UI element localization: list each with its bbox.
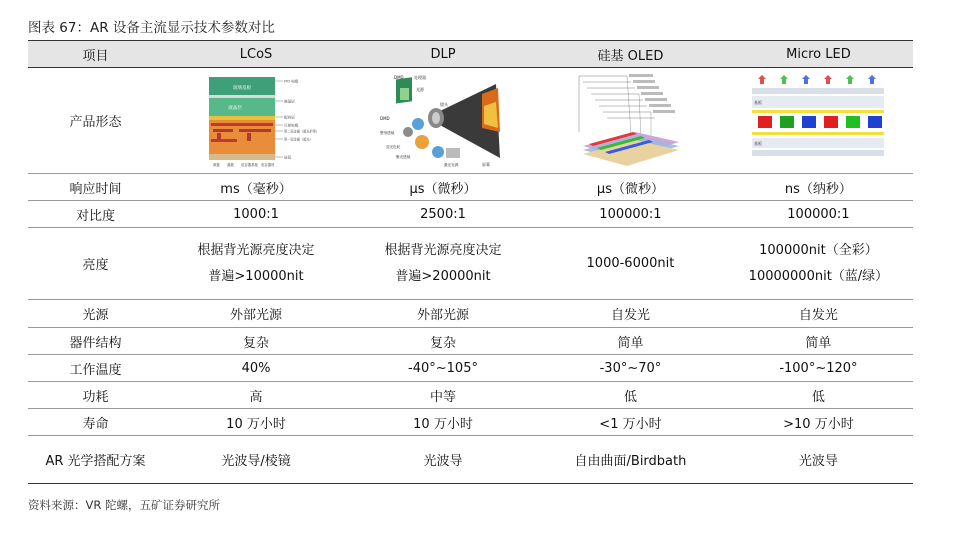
table-cell: 低 xyxy=(724,382,913,409)
microled-structure-diagram xyxy=(748,76,888,166)
row-label: 器件结构 xyxy=(28,328,163,355)
dlp-figure-cell xyxy=(349,68,537,174)
table-cell: 40% xyxy=(163,355,349,382)
header-item: 项目 xyxy=(28,41,163,68)
table-cell: 自发光 xyxy=(537,300,724,328)
table-cell xyxy=(724,228,913,300)
table-row-power xyxy=(28,382,913,409)
row-label: 亮度 xyxy=(28,228,163,300)
oled-figure-cell xyxy=(537,68,724,174)
cell-line: 100000nit（全彩） xyxy=(759,242,878,258)
table-row-light-source xyxy=(28,300,913,328)
table-cell: -100°~120° xyxy=(724,355,913,382)
table-cell: ns（纳秒） xyxy=(724,174,913,201)
table-row-lifetime xyxy=(28,409,913,436)
dlp-label-0: DMD xyxy=(394,74,404,80)
dlp-label-9: 激光光源 xyxy=(444,162,459,167)
table-cell: 2500:1 xyxy=(349,201,537,228)
comparison-table xyxy=(28,40,913,484)
table-cell xyxy=(349,228,537,300)
table-cell: ms（毫秒） xyxy=(163,174,349,201)
table-row-product-form xyxy=(28,68,913,174)
row-label: 光源 xyxy=(28,300,163,328)
lcos-label-9: 源极 xyxy=(213,162,220,167)
table-cell: >10 万小时 xyxy=(724,409,913,436)
table-row-device-structure xyxy=(28,328,913,355)
dlp-label-7: 荧光色轮 xyxy=(386,144,401,149)
table-cell: 自由曲面/Birdbath xyxy=(537,436,724,484)
table-row-operating-temperature xyxy=(28,355,913,382)
dlp-label-3: 镜头 xyxy=(440,101,448,107)
table-cell: <1 万小时 xyxy=(537,409,724,436)
source-note: 资料来源：VR 陀螺，五矿证券研究所 xyxy=(28,498,221,512)
lcos-label-11: 电容器基板 xyxy=(241,162,258,167)
dlp-label-4: 屏幕 xyxy=(482,161,490,167)
lcos-label-12: 电容器材 xyxy=(261,162,275,167)
lcos-figure-cell xyxy=(163,68,349,174)
lcos-label-5: 反射电极 xyxy=(284,123,299,127)
table-row-contrast xyxy=(28,201,913,228)
dlp-projector-diagram xyxy=(378,72,508,170)
row-label: 工作温度 xyxy=(28,355,163,382)
row-label: 寿命 xyxy=(28,409,163,436)
row-label: 响应时间 xyxy=(28,174,163,201)
lcos-structure-diagram xyxy=(201,73,320,169)
table-cell: 高 xyxy=(163,382,349,409)
lcos-label-4: 配向层 xyxy=(284,115,295,119)
dlp-label-6: 整形透镜 xyxy=(380,130,395,135)
table-cell: 中等 xyxy=(349,382,537,409)
table-cell: 复杂 xyxy=(349,328,537,355)
cell-line: 10000000nit（蓝/绿） xyxy=(748,268,889,284)
microled-label-0: 基板 xyxy=(754,99,763,105)
table-cell: 复杂 xyxy=(163,328,349,355)
lcos-label-0: 玻璃基板 xyxy=(233,85,252,91)
table-cell: 10 万小时 xyxy=(349,409,537,436)
table-row-response-time xyxy=(28,174,913,201)
cell-line: 普遍>20000nit xyxy=(395,268,491,284)
table-cell: 1000:1 xyxy=(163,201,349,228)
cell-line: 根据背光源亮度决定 xyxy=(384,242,502,258)
table-cell: 100000:1 xyxy=(724,201,913,228)
table-row-brightness xyxy=(28,228,913,300)
header-lcos: LCoS xyxy=(163,41,349,68)
microled-label-1: 基板 xyxy=(754,140,763,146)
lcos-label-3: 液晶层 xyxy=(284,99,295,103)
row-label: 对比度 xyxy=(28,201,163,228)
table-cell: 简单 xyxy=(537,328,724,355)
lcos-label-2: 液晶层 xyxy=(228,105,242,111)
row-label: 功耗 xyxy=(28,382,163,409)
table-cell: -40°~105° xyxy=(349,355,537,382)
table-cell: 光波导 xyxy=(724,436,913,484)
table-cell: 外部光源 xyxy=(163,300,349,328)
table-cell: 光波导 xyxy=(349,436,537,484)
cell-line: 根据背光源亮度决定 xyxy=(197,242,315,258)
table-cell: 10 万小时 xyxy=(163,409,349,436)
table-cell: 自发光 xyxy=(724,300,913,328)
cell-line: 1000-6000nit xyxy=(586,255,675,271)
dlp-label-5: DMD xyxy=(380,115,390,121)
lcos-label-7: 第一层金属（遮光） xyxy=(284,137,313,141)
table-cell xyxy=(537,228,724,300)
dlp-label-2: 光源 xyxy=(416,86,424,92)
dlp-label-1: 处理器 xyxy=(414,74,426,80)
dlp-label-8: 聚光透镜 xyxy=(396,154,411,159)
lcos-label-8: 硅基 xyxy=(284,155,292,159)
lcos-label-10: 漏极 xyxy=(227,162,234,167)
table-cell: 外部光源 xyxy=(349,300,537,328)
lcos-label-6: 第二层金属（遮光护罩） xyxy=(284,129,320,133)
table-cell: μs（微秒） xyxy=(349,174,537,201)
microled-figure-cell xyxy=(724,68,913,174)
header-dlp: DLP xyxy=(349,41,537,68)
table-cell: -30°~70° xyxy=(537,355,724,382)
row-label: 产品形态 xyxy=(28,68,163,174)
table-header-row xyxy=(28,41,913,68)
header-oled: 硅基 OLED xyxy=(537,41,724,68)
table-cell: 低 xyxy=(537,382,724,409)
oled-layer-diagram xyxy=(575,72,685,170)
table-cell: μs（微秒） xyxy=(537,174,724,201)
header-microled: Micro LED xyxy=(724,41,913,68)
table-cell: 光波导/棱镜 xyxy=(163,436,349,484)
table-cell: 100000:1 xyxy=(537,201,724,228)
lcos-label-1: ITO 电极 xyxy=(284,79,299,83)
table-cell: 简单 xyxy=(724,328,913,355)
figure-caption: 图表 67：AR 设备主流显示技术参数对比 xyxy=(28,20,275,36)
table-cell xyxy=(163,228,349,300)
row-label: AR 光学搭配方案 xyxy=(28,436,163,484)
table-row-ar-optics xyxy=(28,436,913,484)
cell-line: 普遍>10000nit xyxy=(208,268,304,284)
